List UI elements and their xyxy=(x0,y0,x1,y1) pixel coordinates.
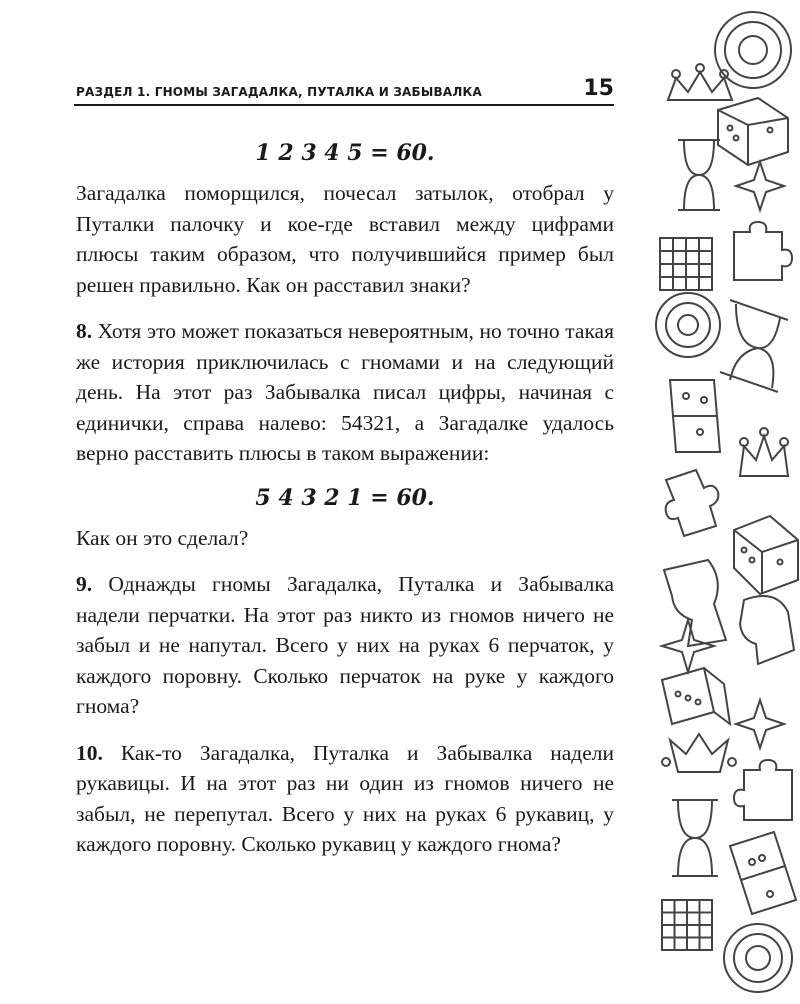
grid-board-icon xyxy=(662,900,712,950)
hourglass-icon xyxy=(672,800,718,876)
task-number: 8. xyxy=(76,319,93,343)
page-content xyxy=(76,140,614,876)
chess-knight-icon xyxy=(664,560,726,646)
task-9 xyxy=(76,569,614,722)
task-text: Однажды гномы Загадалка, Путалка и Забывалка надели перчатки. На этот раз никто из гномов ничего не забыл и не напутал. Всего у них на руках 6 перчаток, у каждого поровну. Сколько перчаток на руке у каждого гнома? xyxy=(76,572,614,718)
puzzle-piece-icon xyxy=(666,470,719,536)
task-10 xyxy=(76,738,614,860)
chess-knight-icon xyxy=(740,596,794,664)
target-icon xyxy=(656,293,720,357)
page-number: 15 xyxy=(583,76,614,101)
crown-icon xyxy=(740,428,788,476)
page-header xyxy=(74,74,614,106)
target-icon xyxy=(724,924,792,992)
hourglass-icon xyxy=(678,140,720,210)
dice-icon xyxy=(662,668,730,724)
dice-icon xyxy=(734,516,798,594)
crown-icon xyxy=(662,734,736,772)
formula-1: 1 2 3 4 5 = 60. xyxy=(255,140,435,166)
star-icon xyxy=(736,700,784,748)
task-text: Хотя это может показаться невероятным, но точно такая же история приключилась с гномами и на следующий день. На этот раз Забывалка писал цифры, начиная с единички, справа налево: 54321, а Загадалке удалось верно расставить плюсы в таком выражении: xyxy=(76,319,614,465)
puzzle-piece-icon xyxy=(734,760,792,820)
domino-icon xyxy=(730,832,796,914)
hourglass-icon xyxy=(720,300,788,392)
decorative-border xyxy=(648,0,800,1000)
section-title: РАЗДЕЛ 1. ГНОМЫ ЗАГАДАЛКА, ПУТАЛКА И ЗАБЫВАЛКА xyxy=(76,85,483,99)
puzzle-piece-icon xyxy=(734,222,792,280)
task-number: 9. xyxy=(76,572,93,596)
task-number: 10. xyxy=(76,740,103,765)
paragraph-1: Загадалка поморщился, почесал затылок, отобрал у Путалки палочку и кое-где вставил между цифрами плюсы таким образом, что получившийся пример был решен правильно. Как он расставил знаки? xyxy=(76,181,614,297)
dice-icon xyxy=(718,98,788,165)
task-8 xyxy=(76,316,614,469)
formula-2: 5 4 3 2 1 = 60. xyxy=(255,484,435,511)
domino-icon xyxy=(670,380,720,452)
grid-board-icon xyxy=(660,238,712,290)
crown-icon xyxy=(668,64,732,100)
star-icon xyxy=(736,162,784,210)
task-text: Как-то Загадалка, Путалка и Забывалка надели рукавицы. И на этот раз ни один из гномов ничего не забыл, не перепутал. Всего у них на руках 6 рукавиц, у каждого поровну. Сколько рукавиц у каждого гнома? xyxy=(76,740,614,856)
paragraph-2: Как он это сделал? xyxy=(76,525,249,550)
